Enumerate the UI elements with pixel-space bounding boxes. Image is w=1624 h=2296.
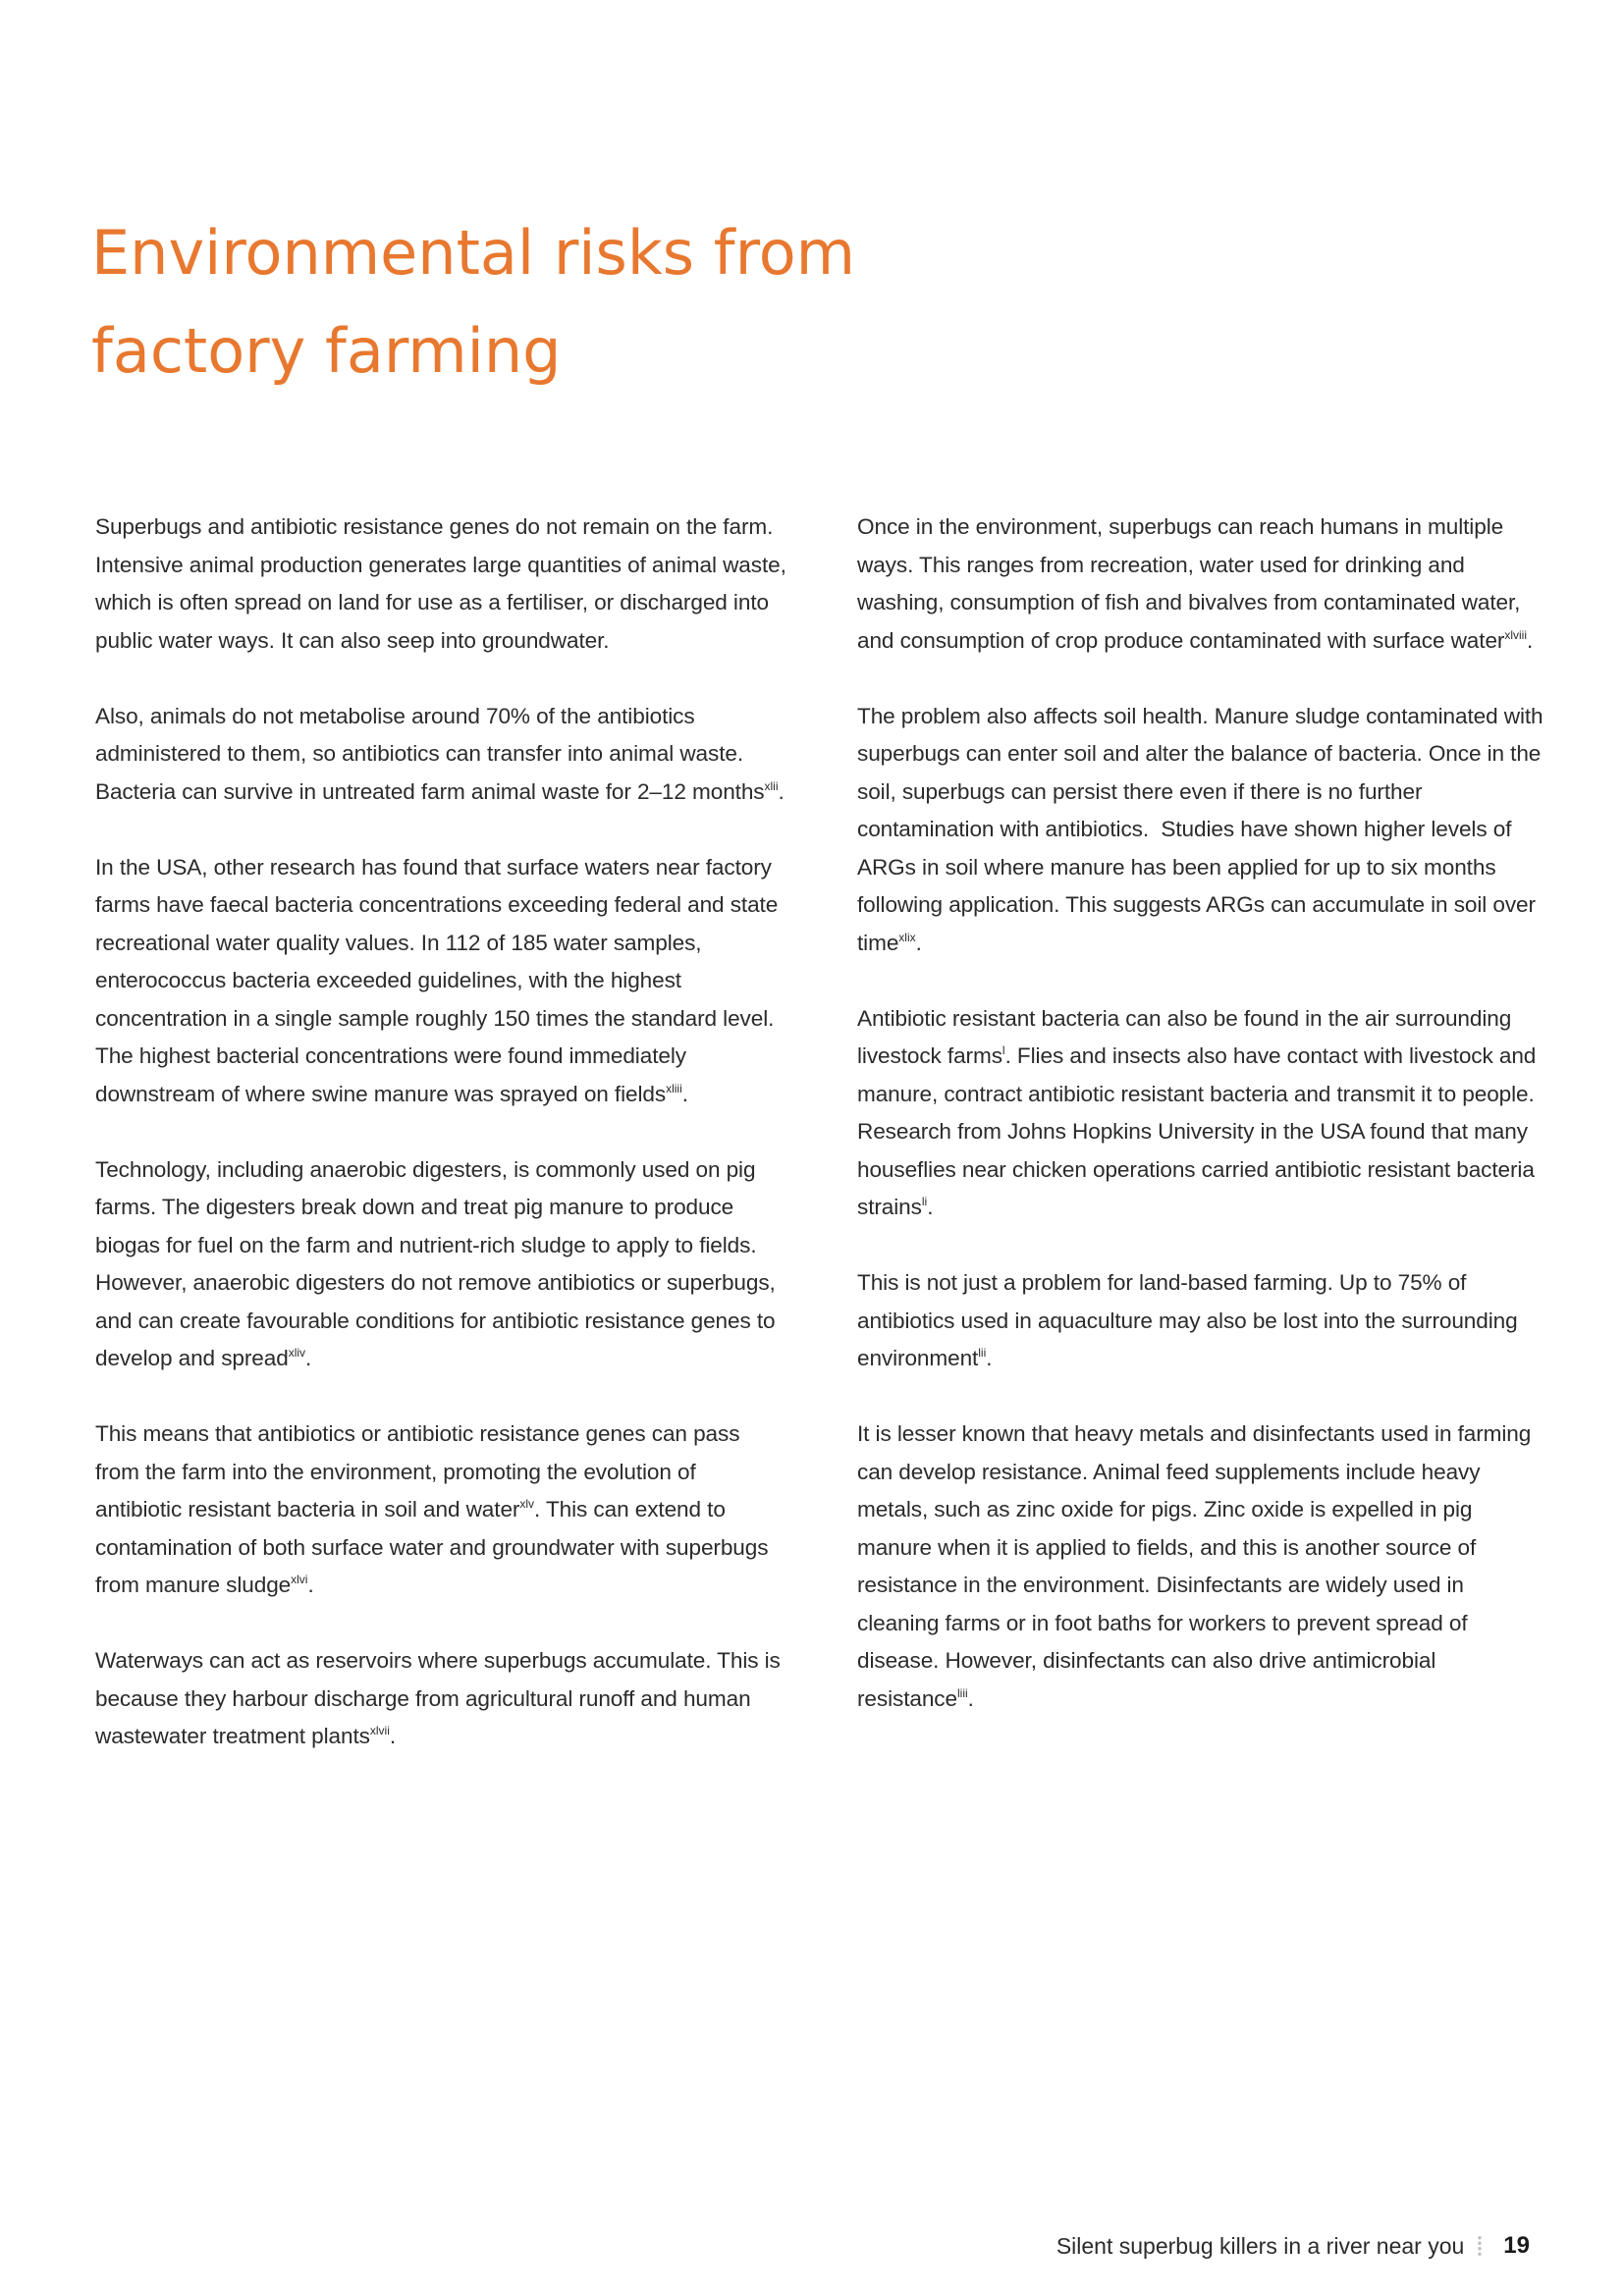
paragraph-environment-pass [95,1415,787,1605]
paragraph-text: This means that antibiotics or antibiotic resistance genes can pass from the farm into the environment, promoting the evolution of antibiotic resistant bacteria in soil and water [95,1421,740,1522]
paragraph-text: In the USA, other research has found that surface waters near factory farms have faecal bacteria concentrations exceeding federal and state recreational water quality values. In 112 of 185 water samples, enterococcus bacteria exceeded guidelines, with the highest concentration in a single sample roughly 150 times the standard level. The highest bacterial concentrations were found immediately downstream of where swine manure was sprayed on fields [95,854,779,1106]
footnote-reference[interactable]: xlvi [291,1573,308,1586]
paragraph-text: Waterways can act as reservoirs where superbugs accumulate. This is because they harbour discharge from agricultural runoff and human wastewater treatment plants [95,1648,781,1748]
paragraph-text-end: . [1527,627,1534,653]
paragraph-text-middle: . Flies and insects also have contact with livestock and manure, contract antibiotic resistant bacteria and transmit it to people. Research from Johns Hopkins University in the USA found that many houseflies near chicken operations carried antibiotic resistant bacteria strains [857,1043,1537,1219]
paragraph-text-end: . [681,1081,688,1106]
paragraph-soil-health [857,698,1549,963]
paragraph-text: This is not just a problem for land-based farming. Up to 75% of antibiotics used in aquaculture may also be lost into the surrounding environment [857,1270,1518,1370]
page-title-line-1: Environmental risks from [91,217,856,289]
paragraph-waste-spread [95,508,787,660]
paragraph-text-end: . [307,1573,314,1597]
footnote-reference[interactable]: liii [956,1685,968,1700]
page-title [91,204,975,400]
paragraph-metabolise [95,698,787,812]
paragraph-anaerobic-digesters [95,1151,787,1378]
footnote-reference[interactable]: xlviii [1504,627,1528,642]
paragraph-aquaculture [857,1264,1549,1378]
paragraph-text-end: . [305,1346,312,1370]
footnote-reference[interactable]: lii [978,1346,987,1360]
paragraph-text-end: . [967,1685,974,1711]
paragraph-text-end: . [986,1346,993,1370]
left-column [95,508,787,1793]
paragraph-text-end: . [915,930,922,955]
paragraph-text: Superbugs and antibiotic resistance genes do not remain on the farm. Intensive animal production generates large quantities of animal waste, which is often spread on land for use as a fertiliser, or discharged into public water ways. It can also seep into groundwater. [95,514,786,653]
paragraph-text-end: . [927,1195,934,1219]
paragraph-air-and-flies [857,1000,1549,1227]
paragraph-reach-humans [857,508,1549,660]
paragraph-text: The problem also affects soil health. Manure sludge contaminated with superbugs can enter soil and alter the balance of bacteria. Once in the soil, superbugs can persist there even if there is no further contamination with antibiotics. Studies have shown higher levels of ARGs in soil where manure has been applied for up to six months following application. This suggests ARGs can accumulate in soil over time [857,703,1543,955]
paragraph-text: Once in the environment, superbugs can reach humans in multiple ways. This ranges from recreation, water used for drinking and washing, consumption of fish and bivalves from contaminated water, and consumption of crop produce contaminated with surface water [857,514,1521,653]
paragraph-text: Technology, including anaerobic digesters, is commonly used on pig farms. The digesters break down and treat pig manure to produce biogas for fuel on the farm and nutrient-rich sludge to apply to fields. However, anaerobic digesters do not remove antibiotics or superbugs, and can create favourable conditions for antibiotic resistance genes to develop and spread [95,1156,776,1370]
footnote-reference[interactable]: xliv [288,1346,306,1360]
paragraph-text-end: . [778,778,785,804]
paragraph-text: It is lesser known that heavy metals and disinfectants used in farming can develop resistance. Animal feed supplements include heavy metals, such as zinc oxide for pigs. Zinc oxide is expelled in pig manure when it is applied to fields, and this is another source of resistance in the environment. Disinfectants are widely used in cleaning farms or in foot baths for workers to prevent spread of disease. However, disinfectants can also drive antimicrobial resistance [857,1421,1532,1711]
page-title-line-2: factory farming [91,315,562,387]
right-column [857,508,1549,1756]
footnote-reference[interactable]: xlix [898,930,916,944]
footnote-reference[interactable]: xlii [764,778,779,793]
footnote-reference[interactable]: l [1001,1043,1005,1057]
footnote-reference[interactable]: xliii [666,1081,682,1095]
paragraph-text: Also, animals do not metabolise around 70% of the antibiotics administered to them, so antibiotics can transfer into animal waste. Bacteria can survive in untreated farm animal waste for 2–12 months [95,703,765,804]
footnote-reference[interactable]: xlvii [369,1724,390,1737]
paragraph-waterways-reservoirs [95,1642,787,1756]
dotted-separator-icon [1478,2235,1482,2257]
paragraph-text: Antibiotic resistant bacteria can also be found in the air surrounding livestock farms [857,1005,1512,1068]
paragraph-text-end: . [389,1724,397,1748]
paragraph-usa-surface-waters [95,849,787,1114]
paragraph-text-middle: . This can extend to contamination of both surface water and groundwater with superbugs from manure sludge [95,1497,769,1597]
footnote-reference[interactable]: li [921,1195,928,1208]
footnote-reference[interactable]: xlv [519,1497,535,1511]
publication-title: Silent superbug killers in a river near you [1056,2232,1465,2259]
page-number: 19 [1503,2232,1530,2259]
paragraph-heavy-metals [857,1415,1549,1718]
page-footer [1056,2226,1530,2266]
